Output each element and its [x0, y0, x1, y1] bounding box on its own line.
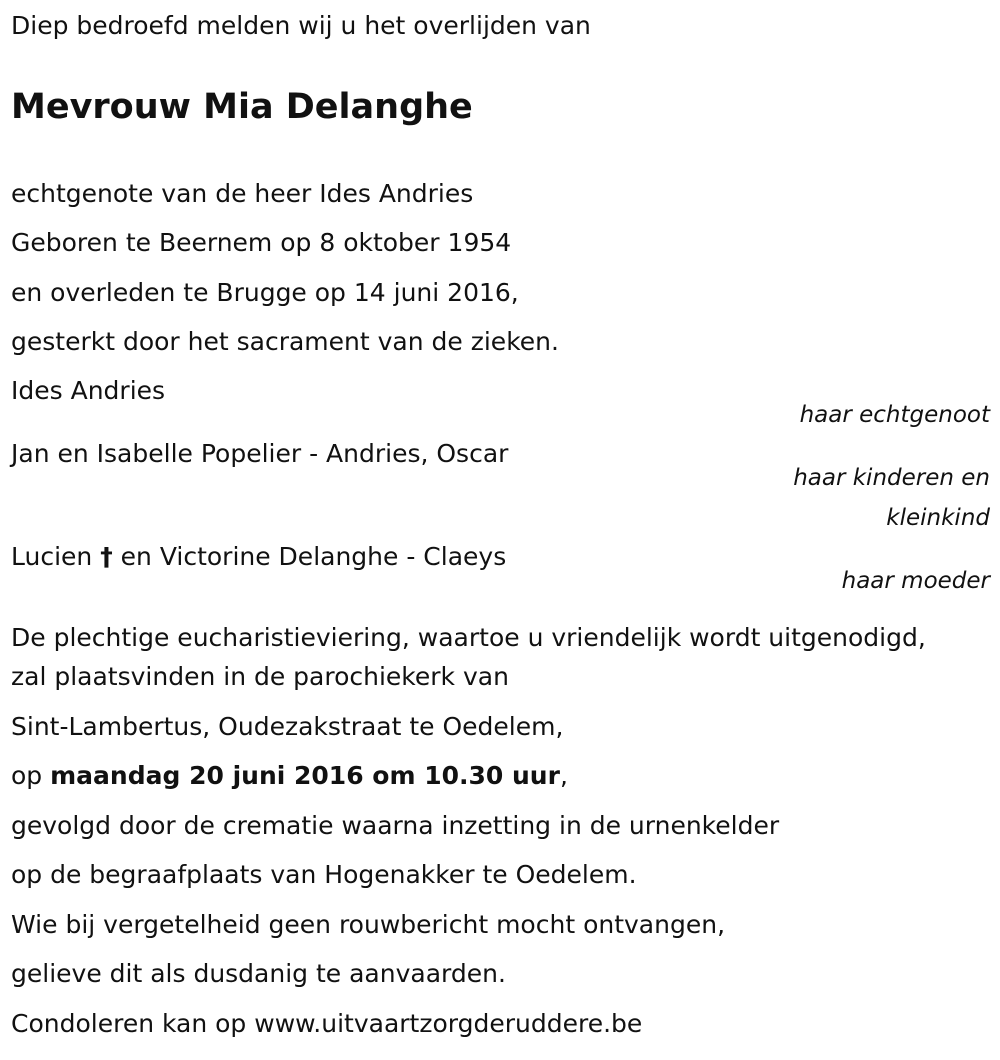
family-spouse-name: Ides Andries [11, 376, 166, 405]
service-date-prefix: op [11, 761, 51, 790]
intro-text: Diep bedroefd melden wij u het overlijden van [11, 11, 591, 40]
deceased-name: Mevrouw Mia Delanghe [11, 87, 473, 127]
family-parents-name [11, 541, 506, 573]
service-line-8: gelieve dit als dusdanig te aanvaarden. [11, 959, 506, 988]
family-children-name: Jan en Isabelle Popelier - Andries, Oscar [11, 439, 509, 468]
service-date-suffix: , [559, 761, 568, 790]
family-children-role-2: kleinkind [886, 505, 990, 531]
detail-birth: Geboren te Beernem op 8 oktober 1954 [11, 228, 512, 257]
service-line-6: op de begraafplaats van Hogenakker te Oedelem. [11, 860, 637, 889]
detail-spouse: echtgenote van de heer Ides Andries [11, 179, 474, 208]
detail-sacrament: gesterkt door het sacrament van de zieken. [11, 327, 559, 356]
family-children-role-1: haar kinderen en [793, 465, 990, 491]
parents-mother: en Victorine Delanghe - Claeys [112, 542, 507, 571]
service-line-1: De plechtige eucharistieviering, waartoe u vriendelijk wordt uitgenodigd, [11, 623, 926, 652]
family-spouse-role: haar echtgenoot [799, 402, 990, 428]
condolence-text: Condoleren kan op www.uitvaartzorgderuddere.be [11, 1009, 643, 1038]
service-date-bold: maandag 20 juni 2016 om 10.30 uur [50, 761, 560, 790]
service-line-7: Wie bij vergetelheid geen rouwbericht mocht ontvangen, [11, 910, 726, 939]
parents-father: Lucien [11, 542, 93, 571]
service-line-2: zal plaatsvinden in de parochiekerk van [11, 662, 509, 691]
detail-death: en overleden te Brugge op 14 juni 2016, [11, 278, 519, 307]
service-date [11, 760, 568, 792]
cross-icon: † [100, 542, 113, 571]
family-parents-role: haar moeder [841, 568, 990, 594]
service-line-3: Sint-Lambertus, Oudezakstraat te Oedelem, [11, 712, 564, 741]
service-line-5: gevolgd door de crematie waarna inzetting in de urnenkelder [11, 811, 780, 840]
